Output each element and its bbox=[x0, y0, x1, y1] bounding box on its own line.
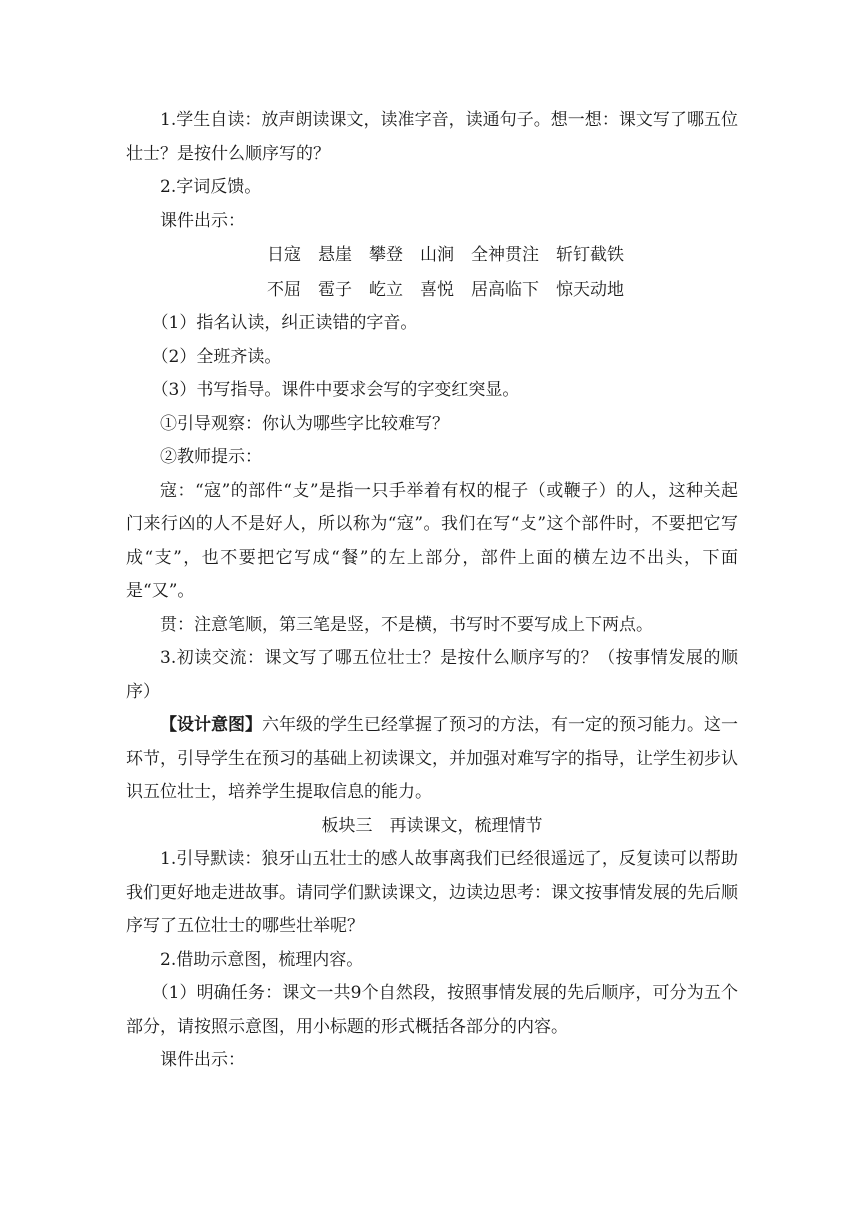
vocab-word: 日寇 bbox=[267, 245, 301, 265]
paragraph-courseware-show-2: 课件出示： bbox=[160, 1050, 245, 1070]
vocab-word: 斩钉截铁 bbox=[556, 245, 624, 265]
vocabulary-row-1 bbox=[126, 238, 738, 273]
document-body bbox=[126, 104, 738, 1078]
vocab-word: 不屈 bbox=[267, 279, 301, 300]
vocab-word: 全神贯注 bbox=[471, 245, 539, 265]
paragraph-guide-observe: ①引导观察：你认为哪些字比较难写？ bbox=[160, 413, 449, 434]
vocab-word: 雹子 bbox=[318, 279, 352, 300]
vocabulary-row-2 bbox=[126, 273, 738, 308]
paragraph-writing-guidance: （3）书写指导。课件中要求会写的字变红突显。 bbox=[151, 380, 520, 400]
paragraph-silent-reading: 1.引导默读：狼牙山五壮士的感人故事离我们已经很遥远了，反复读可以帮助我们更好地走进故事。请同学们默读课文，边读边思考：课文按事情发展的先后顺序写了五位壮士的哪些壮举呢？ bbox=[126, 849, 738, 936]
vocab-word: 攀登 bbox=[369, 245, 403, 265]
paragraph-teacher-hint: ②教师提示： bbox=[160, 447, 262, 467]
vocab-word: 惊天动地 bbox=[556, 279, 624, 300]
vocab-word: 屹立 bbox=[369, 279, 403, 300]
paragraph-diagram-sort: 2.借助示意图，梳理内容。 bbox=[160, 949, 364, 970]
paragraph-guan-explanation: 贯：注意笔顺，第三笔是竖，不是横，书写时不要写成上下两点。 bbox=[160, 614, 653, 635]
paragraph-courseware-show: 课件出示： bbox=[160, 210, 245, 231]
paragraph-first-reading: 3.初读交流：课文写了哪五位壮士？是按什么顺序写的？（按事情发展的顺序） bbox=[126, 648, 738, 702]
vocab-word: 山涧 bbox=[420, 245, 454, 265]
paragraph-class-reading: （2）全班齐读。 bbox=[151, 346, 282, 367]
vocab-word: 喜悦 bbox=[420, 279, 454, 300]
paragraph-design-intent bbox=[126, 709, 738, 810]
vocab-word: 居高临下 bbox=[471, 279, 539, 300]
design-intent-text: 六年级的学生已经掌握了预习的方法，有一定的预习能力。这一环节，引导学生在预习的基础上初读课文，并加强对难写字的指导，让学生初步认识五位壮士，培养学生提取信息的能力。 bbox=[126, 715, 738, 802]
section-heading: 板块三 再读课文，梳理情节 bbox=[321, 815, 543, 836]
paragraph-word-feedback: 2.字词反馈。 bbox=[160, 177, 262, 197]
paragraph-name-reading: （1）指名认读，纠正读错的字音。 bbox=[151, 313, 418, 333]
vocab-word: 悬崖 bbox=[318, 245, 352, 265]
paragraph-task: （1）明确任务：课文一共9个自然段，按照事情发展的先后顺序，可分为五个部分，请按照示意图，用小标题的形式概括各部分的内容。 bbox=[126, 983, 738, 1037]
design-intent-label: 【设计意图】 bbox=[160, 715, 262, 735]
paragraph-kou-explanation: 寇：“寇”的部件“攴”是指一只手举着有权的棍子（或鞭子）的人，这种关起门来行凶的人不是好人，所以称为“寇”。我们在写“攴”这个部件时，不要把它写成“支”，也不要把它写成“餐”的左上部分，部件上面的横左边不出头，下面是“又”。 bbox=[126, 480, 738, 601]
paragraph-self-reading: 1.学生自读：放声朗读课文，读准字音，读通句子。想一想：课文写了哪五位壮士？是按什么顺序写的？ bbox=[126, 110, 738, 164]
